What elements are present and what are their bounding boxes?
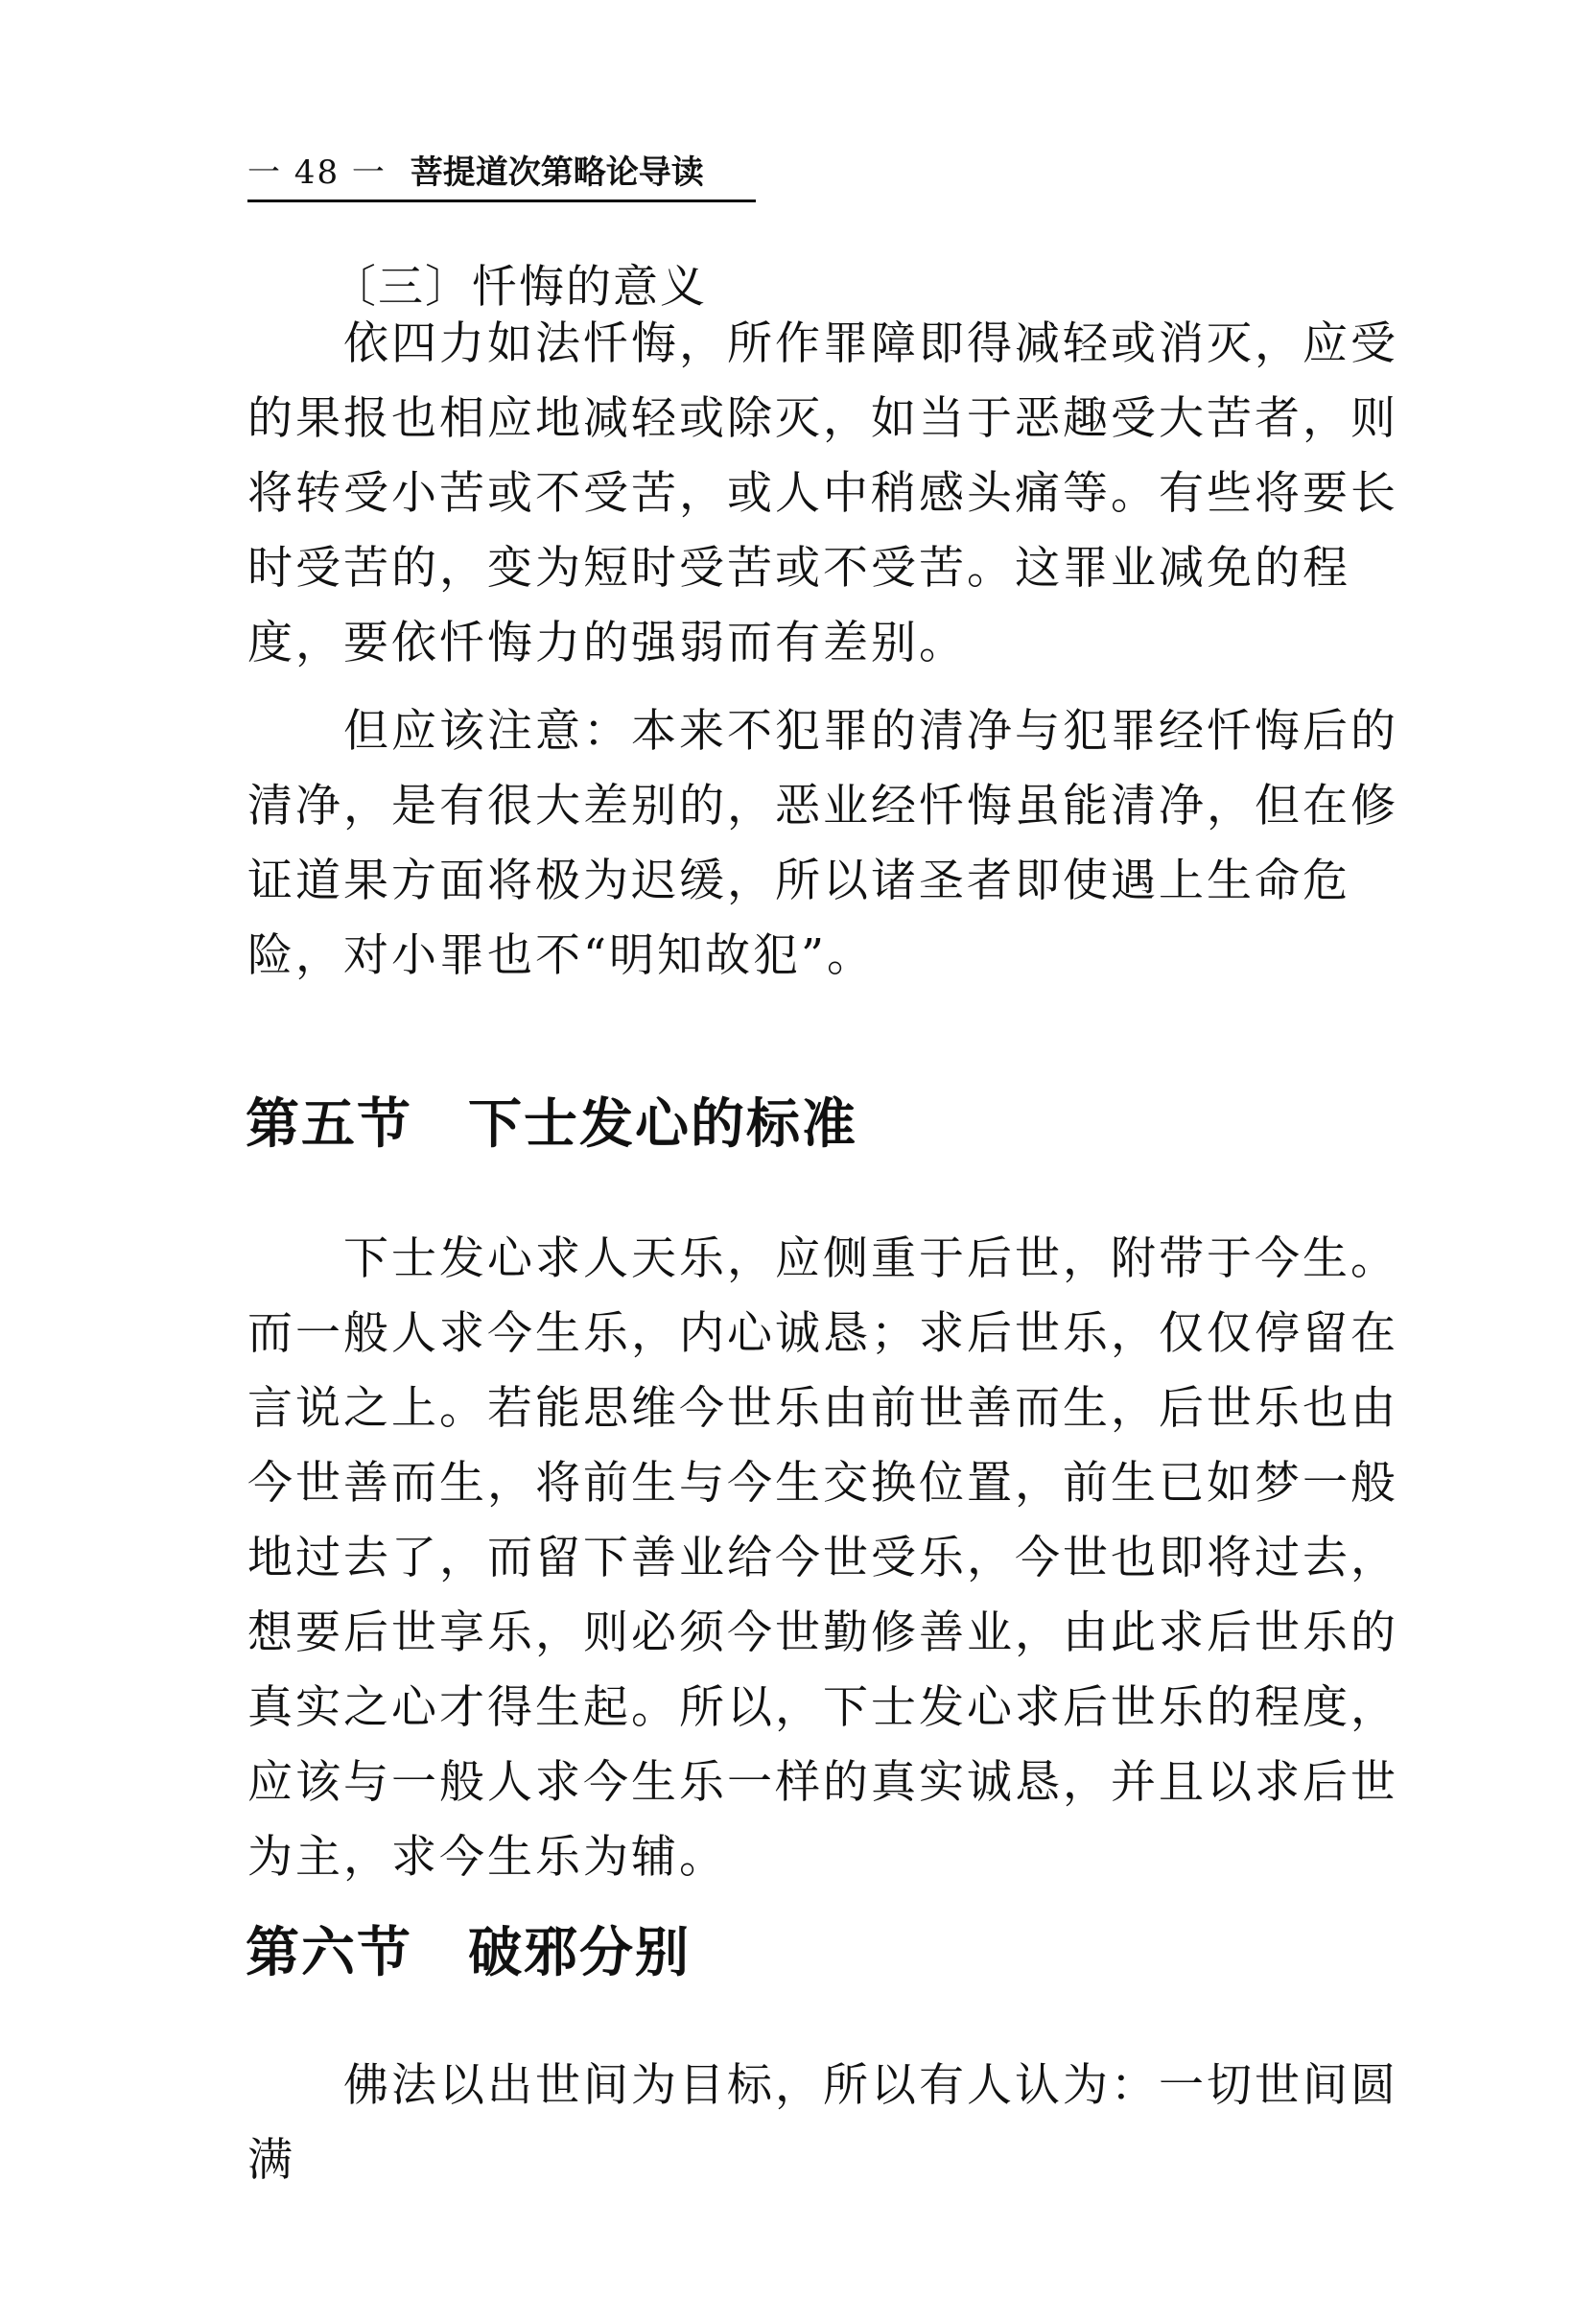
book-title: 菩提道次第略论导读 [410, 153, 704, 192]
paragraph-section-6: 佛法以出世间为目标，所以有人认为：一切世间圆满 [247, 2059, 1398, 2187]
paragraph-repentance-note: 但应该注意：本来不犯罪的清净与犯罪经忏悔后的清净，是有很大差别的，恶业经忏悔虽能清净，但在修证道果方面将极为迟缓，所以诸圣者即使遇上生命危险，对小罪也不“明知故犯”。 [247, 705, 1398, 982]
page-number: 一 48 一 [247, 153, 387, 192]
section-heading-5: 第五节 下士发心的标准 [246, 1092, 857, 1156]
paragraph-repentance-effect: 依四力如法忏悔，所作罪障即得减轻或消灭，应受的果报也相应地减轻或除灭，如当于恶趣受大苦者，则将转受小苦或不受苦，或人中稍感头痛等。有些将要长时受苦的，变为短时受苦或不受苦。这罪业减免的程度，要依忏悔力的强弱而有差别。 [247, 317, 1398, 669]
running-header [247, 153, 756, 202]
section-heading-6: 第六节 破邪分别 [246, 1921, 691, 1984]
subsection-title: 〔三〕忏悔的意义 [331, 261, 707, 314]
paragraph-section-5: 下士发心求人天乐，应侧重于后世，附带于今生。而一般人求今生乐，内心诚恳；求后世乐，仅仅停留在言说之上。若能思维今世乐由前世善而生，后世乐也由今世善而生，将前生与今生交换位置，前生已如梦一般地过去了，而留下善业给今世受乐，今世也即将过去，想要后世享乐，则必须今世勤修善业，由此求后世乐的真实之心才得生起。所以，下士发心求后世乐的程度，应该与一般人求今生乐一样的真实诚恳，并且以求后世为主，求今生乐为辅。 [247, 1232, 1398, 1884]
